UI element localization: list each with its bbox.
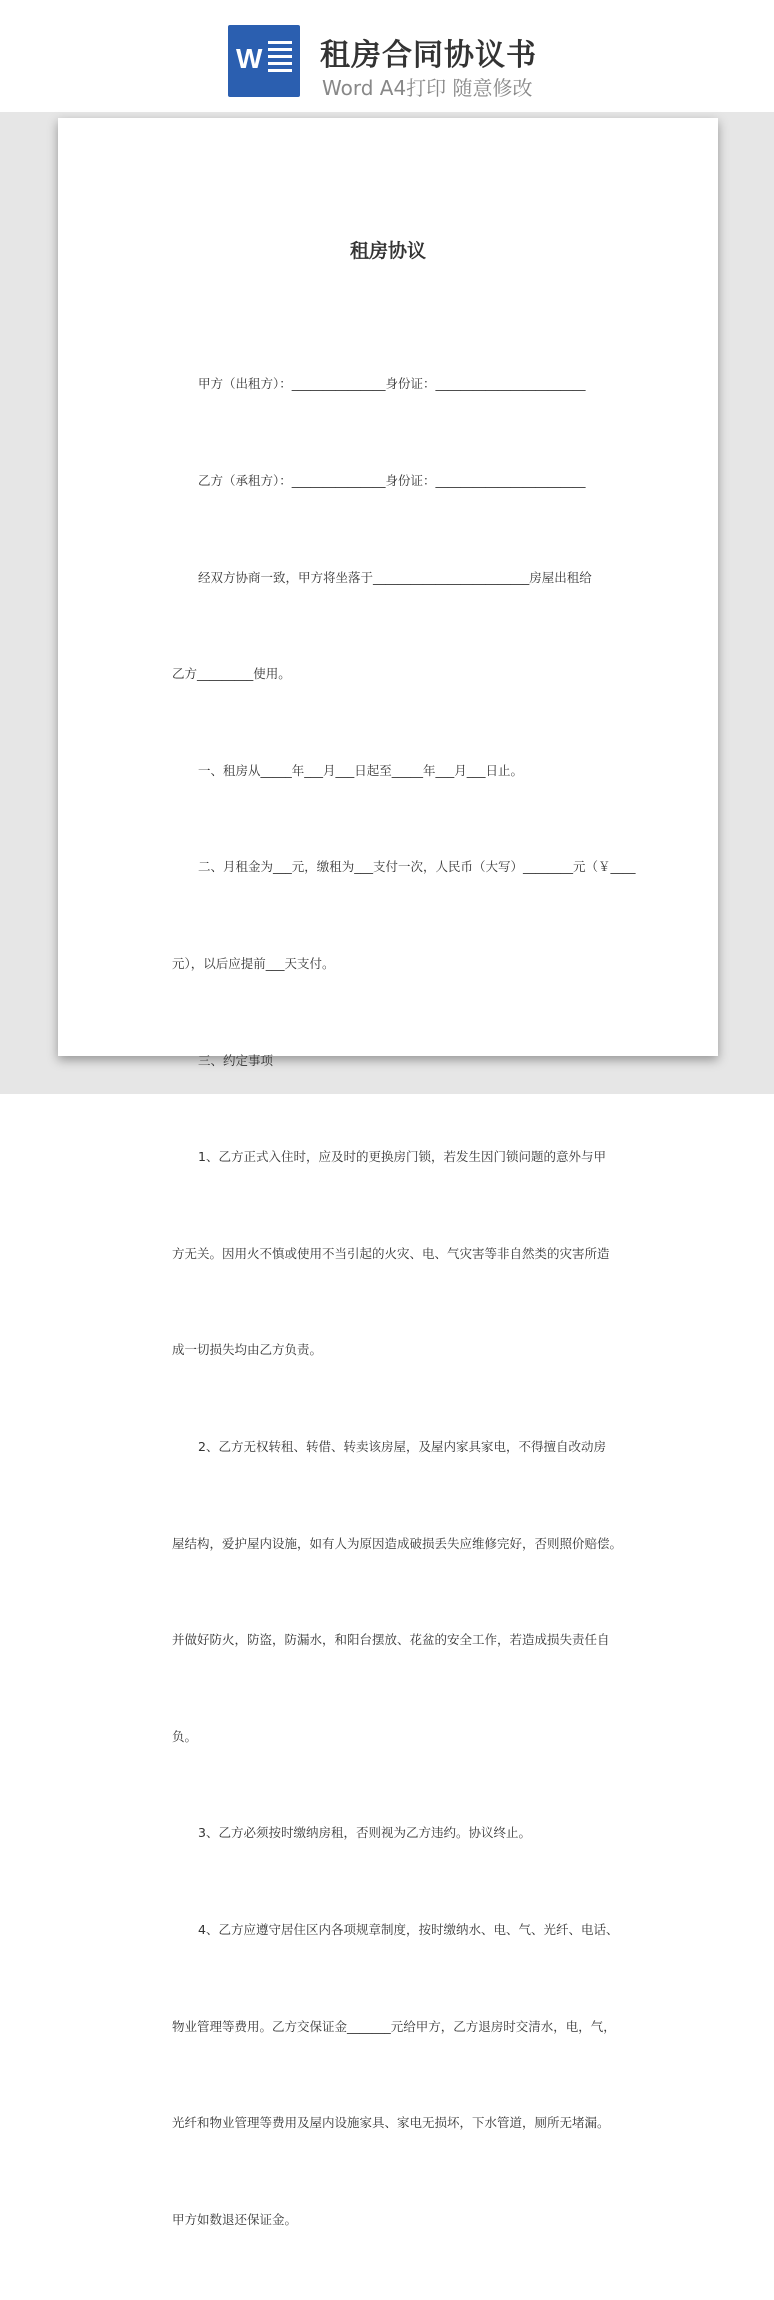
body-line: 成一切损失均由乙方负责。 [172,1342,323,1358]
clause-3-line: 3、乙方必须按时缴纳房租，否则视为乙方违约。协议终止。 [198,1825,531,1841]
party-a-line: 甲方（出租方）：_______________身份证：________________________ [198,376,586,392]
body-line: 方无关。因用火不慎或使用不当引起的火灾、电、气灾害等非自然类的灾害所造 [172,1245,610,1261]
clause-4-line: 4、乙方应遵守居住区内各项规章制度，按时缴纳水、电、气、光纤、电话、 [198,1921,619,1937]
banner-subtitle: Word A4打印 随意修改 [322,76,533,100]
body-line: 并做好防火，防盗，防漏水，和阳台摆放、花盆的安全工作，若造成损失责任自 [172,1632,610,1648]
clause-1-line: 1、乙方正式入住时，应及时的更换房门锁，若发生因门锁问题的意外与甲 [198,1149,606,1165]
clause-2-line: 2、乙方无权转租、转借、转卖该房屋，及屋内家具家电，不得擅自改动房 [198,1438,606,1454]
banner [0,0,774,112]
body-line: 乙方_________使用。 [172,666,291,682]
body-line: 经双方协商一致，甲方将坐落于_________________________房屋出租给 [198,569,592,585]
body-line: 物业管理等费用。乙方交保证金_______元给甲方，乙方退房时交清水，电，气， [172,2018,616,2034]
document-title: 租房协议 [349,240,426,262]
body-line: 甲方如数退还保证金。 [172,2211,298,2227]
body-line: 负。 [172,1728,198,1744]
banner-title: 租房合同协议书 [320,38,537,73]
party-b-line: 乙方（承租方）：_______________身份证：________________________ [198,473,586,488]
body-line: 元），以后应提前___天支付。 [172,955,335,971]
rent-line: 二、月租金为___元，缴租为___支付一次，人民币（大写）________元（￥____ [198,859,636,875]
document-page [58,118,718,2227]
body-line: 光纤和物业管理等费用及屋内设施家具、家电无损坏，下水管道，厕所无堵漏。 [172,2115,610,2131]
word-icon-letter: W [236,43,263,74]
word-icon [228,25,300,97]
document-body [172,304,636,2300]
body-line: 屋结构，爱护屋内设施，如有人为原因造成破损丢失应维修完好，否则照价赔偿。 [172,1535,623,1551]
lease-term-line: 一、租房从_____年___月___日起至_____年___月___日止。 [198,762,524,778]
section-heading: 三、约定事项 [198,1052,274,1068]
word-icon-lines [268,41,292,76]
